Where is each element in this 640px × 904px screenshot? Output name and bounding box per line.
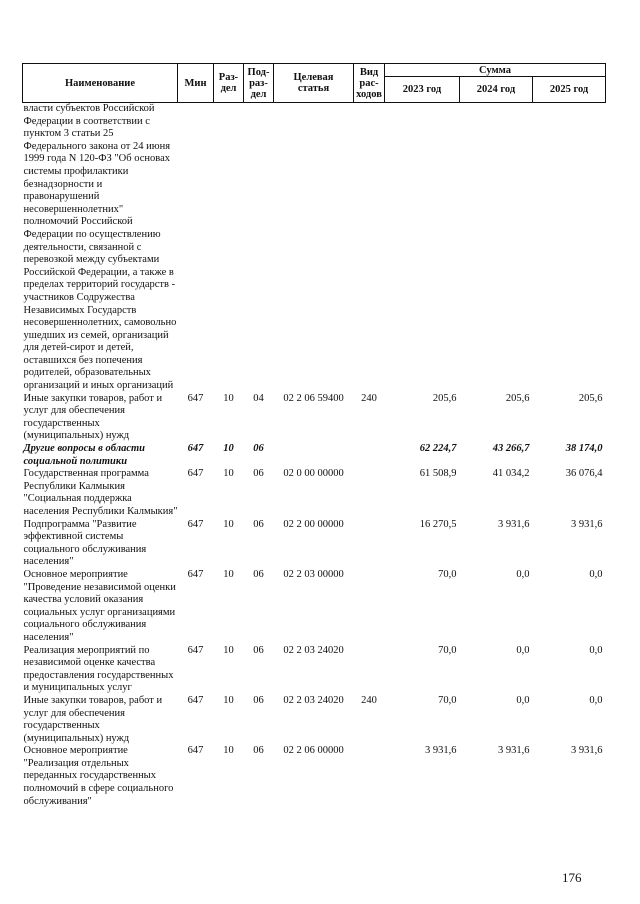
row-sum-2025 (533, 103, 606, 393)
row-vid-raskhodov (354, 569, 385, 645)
row-sum-2025: 0,0 (589, 568, 603, 580)
table-row (23, 443, 606, 468)
row-vid-raskhodov (354, 443, 385, 468)
header-min: Мин (178, 64, 214, 103)
row-min (178, 103, 214, 393)
row-podrazdel: 06 (253, 745, 264, 757)
header-vid: Вид рас- ходов (354, 64, 385, 103)
row-target-article: 02 0 00 00000 (283, 468, 344, 480)
header-podrazdel: Под- раз- дел (244, 64, 274, 103)
row-vid-raskhodov: 240 (361, 694, 377, 706)
row-sum-2023: 3 931,6 (425, 745, 457, 757)
row-sum-2023: 70,0 (438, 644, 457, 656)
row-sum-2024: 41 034,2 (492, 468, 530, 480)
row-sum-2025: 36 076,4 (565, 468, 603, 480)
row-sum-2023: 205,6 (432, 392, 457, 404)
table-row (23, 569, 606, 645)
row-sum-2024 (460, 103, 533, 393)
table-row (23, 695, 606, 745)
row-sum-2024: 3 931,6 (498, 518, 530, 530)
row-sum-2023: 61 508,9 (419, 468, 457, 480)
table-row (23, 745, 606, 808)
row-razdel: 10 (223, 694, 234, 706)
page-number: 176 (562, 870, 582, 885)
row-target-article: 02 2 06 59400 (283, 392, 344, 404)
row-vid-raskhodov (354, 519, 385, 569)
row-sum-2025: 3 931,6 (571, 518, 603, 530)
row-sum-2025: 0,0 (589, 644, 603, 656)
table-row (23, 468, 606, 518)
row-podrazdel: 06 (253, 694, 264, 706)
row-min: 647 (187, 518, 204, 530)
row-podrazdel: 06 (253, 568, 264, 580)
row-podrazdel (244, 103, 274, 393)
row-name: Основное мероприятие "Реализация отдельных переданных государственных полномочий в сфере социального обслуживания" (23, 745, 174, 807)
row-name: Иные закупки товаров, работ и услуг для обеспечения государственных (муниципальных) нужд (23, 694, 163, 744)
header-razdel: Раз- дел (214, 64, 244, 103)
row-target-article: 02 2 00 00000 (283, 518, 344, 530)
row-podrazdel: 06 (253, 443, 264, 455)
row-vid-raskhodov (354, 745, 385, 808)
row-target-article: 02 2 03 24020 (283, 644, 344, 656)
row-target-article (274, 103, 354, 393)
row-name: Иные закупки товаров, работ и услуг для обеспечения государственных (муниципальных) нужд (23, 392, 163, 442)
row-sum-2023: 16 270,5 (419, 518, 457, 530)
table-row (23, 393, 606, 443)
row-vid-raskhodov (354, 103, 385, 393)
budget-table (22, 63, 606, 808)
row-vid-raskhodov (354, 468, 385, 518)
row-min: 647 (187, 468, 204, 480)
header-2024: 2024 год (460, 77, 533, 103)
row-razdel: 10 (223, 443, 234, 455)
row-min: 647 (187, 568, 204, 580)
row-vid-raskhodov (354, 645, 385, 695)
row-sum-2024: 43 266,7 (492, 443, 530, 455)
row-sum-2023: 70,0 (438, 568, 457, 580)
row-sum-2023: 70,0 (438, 694, 457, 706)
row-sum-2025: 38 174,0 (565, 443, 603, 455)
row-min: 647 (187, 694, 204, 706)
row-min: 647 (187, 644, 204, 656)
row-razdel: 10 (223, 518, 234, 530)
row-sum-2024: 0,0 (516, 568, 530, 580)
header-2025: 2025 год (533, 77, 606, 103)
row-name: Реализация мероприятий по независимой оценке качества предоставления государственных и муниципальных услуг (23, 644, 174, 694)
row-sum-2025: 0,0 (589, 694, 603, 706)
header-name: Наименование (23, 64, 178, 103)
row-sum-2024: 3 931,6 (498, 745, 530, 757)
row-razdel: 10 (223, 468, 234, 480)
row-name: Подпрограмма "Развитие эффективной системы социального обслуживания населения" (23, 518, 147, 568)
row-min: 647 (187, 745, 204, 757)
row-razdel: 10 (223, 745, 234, 757)
table-row (23, 103, 606, 393)
row-razdel: 10 (223, 644, 234, 656)
row-podrazdel: 06 (253, 644, 264, 656)
row-podrazdel: 06 (253, 518, 264, 530)
row-target-article: 02 2 03 00000 (283, 568, 344, 580)
row-sum-2023 (385, 103, 460, 393)
row-sum-2025: 205,6 (578, 392, 603, 404)
row-sum-2024: 0,0 (516, 644, 530, 656)
header-2023: 2023 год (385, 77, 460, 103)
row-target-article: 02 2 03 24020 (283, 694, 344, 706)
row-podrazdel: 06 (253, 468, 264, 480)
row-razdel: 10 (223, 568, 234, 580)
header-summa: Сумма (385, 64, 606, 77)
row-name: Государственная программа Республики Калмыкия "Социальная поддержка населения Республики Калмыкия" (23, 468, 178, 517)
row-min: 647 (187, 392, 204, 404)
row-name: власти субъектов Российской Федерации в соответствии с пунктом 3 статьи 25 Федерального закона от 24 июня 1999 года N 120-ФЗ "Об основах системы профилактики безнадзорности и правонарушений несовершеннолетних" полномочий Российской Федерации по осуществлению деятельности, связанной с перевозкой между субъектами Российской Федерации, а также в пределах территорий государств - участников Содружества Независимых Государств несовершеннолетних, самовольно ушедших из семей, организаций для детей-сирот и детей, оставшихся без попечения родителей, образовательных организаций и иных организаций (23, 103, 177, 392)
row-vid-raskhodov: 240 (361, 392, 377, 404)
row-name: Основное мероприятие "Проведение независимой оценки качества условий оказания социальных услуг организациями социального обслуживания населения" (23, 568, 176, 643)
header-target: Целевая статья (274, 64, 354, 103)
row-sum-2025: 3 931,6 (571, 745, 603, 757)
budget-table-page (22, 63, 605, 808)
row-razdel (214, 103, 244, 393)
row-name: Другие вопросы в области социальной политики (23, 443, 146, 467)
row-sum-2024: 0,0 (516, 694, 530, 706)
row-sum-2023: 62 224,7 (419, 443, 457, 455)
row-target-article (274, 443, 354, 468)
row-sum-2024: 205,6 (505, 392, 530, 404)
row-razdel: 10 (223, 392, 234, 404)
row-podrazdel: 04 (253, 392, 264, 404)
row-min: 647 (187, 443, 204, 455)
table-row (23, 519, 606, 569)
table-row (23, 645, 606, 695)
row-target-article: 02 2 06 00000 (283, 745, 344, 757)
